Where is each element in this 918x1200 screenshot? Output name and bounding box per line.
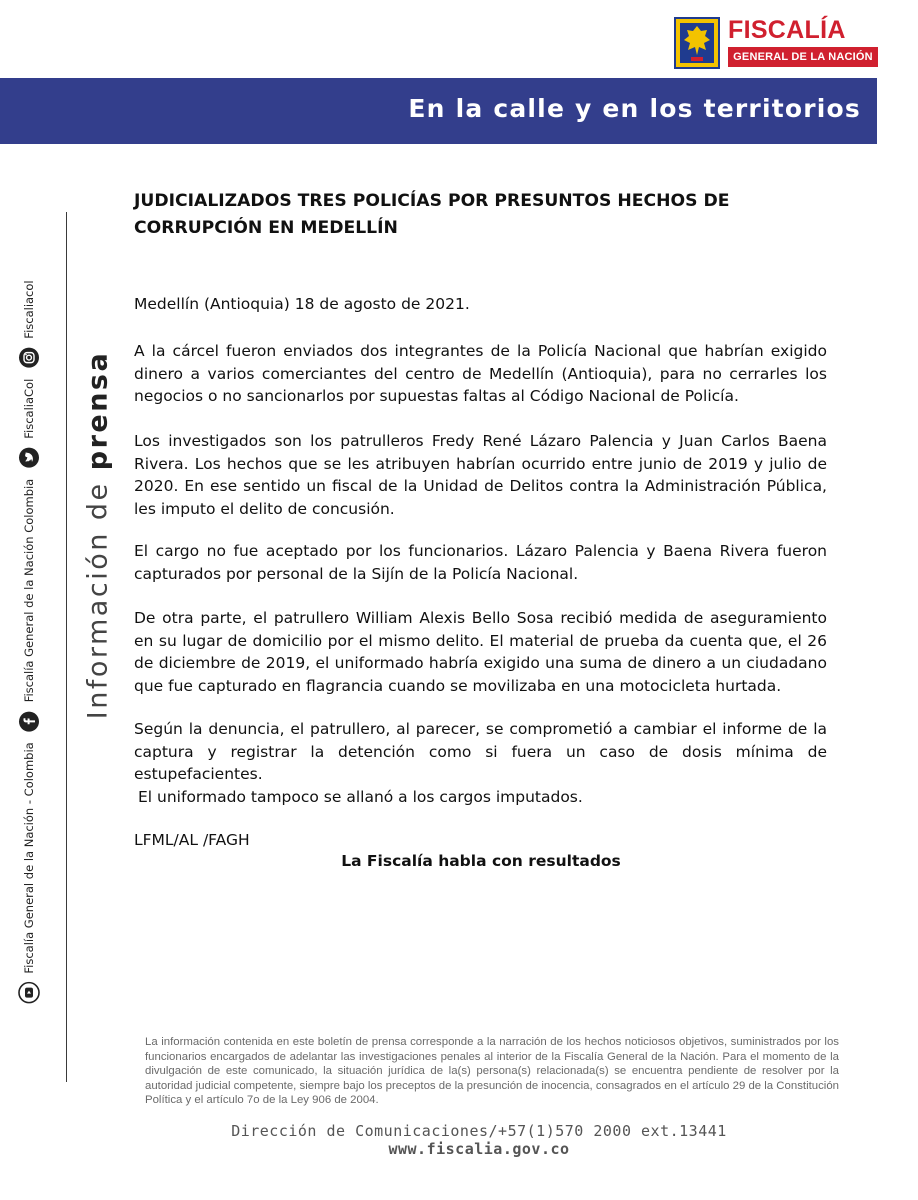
social-instagram-label[interactable]: Fiscaliacol <box>22 280 36 339</box>
instagram-icon[interactable] <box>18 347 40 369</box>
article-paragraph-6: El uniformado tampoco se allanó a los cargos imputados. <box>138 788 583 806</box>
footer-website-link[interactable]: www.fiscalia.gov.co <box>388 1140 570 1158</box>
social-youtube-label[interactable]: Fiscalía General de la Nación - Colombia <box>22 742 36 974</box>
closing-motto <box>0 850 918 872</box>
article-paragraph-5: Según la denuncia, el patrullero, al parecer, se comprometió a cambiar el informe de la captura y registrar la detención como si fuera un caso de dosis mínima de estupefacientes. <box>134 720 827 783</box>
social-links-strip <box>18 280 40 1013</box>
article-paragraph-3: El cargo no fue aceptado por los funcionarios. Lázaro Palencia y Baena Rivera fueron capturados por personal de la Sijín de la Policía Nacional. <box>134 542 827 583</box>
header-banner <box>0 78 877 144</box>
vertical-section-label <box>83 351 114 719</box>
logo-title: FISCALÍA <box>728 16 846 44</box>
article-paragraph-1: A la cárcel fueron enviados dos integrantes de la Policía Nacional que habrían exigido dinero a varios comerciantes del centro de Medellín (Antioquia), para no cerrarles los negocios o no sancionarlos por supuestas faltas al Código Nacional de Policía. <box>134 342 827 405</box>
social-facebook-label[interactable]: Fiscalía General de la Nación Colombia <box>22 478 36 703</box>
article-paragraph-4: De otra parte, el patrullero William Alexis Bello Sosa recibió medida de aseguramiento en su lugar de domicilio por el mismo delito. El material de prueba da cuenta que, el 26 de diciembre de 2019, el uniformado habría exigido una suma de dinero a un ciudadano que fue capturado en flagrancia cuando se movilizaba en una motocicleta hurtada. <box>134 609 827 695</box>
youtube-icon[interactable] <box>18 982 40 1004</box>
fiscalia-logo <box>674 17 884 69</box>
press-release-headline: JUDICIALIZADOS TRES POLICÍAS POR PRESUNTOS HECHOS DE CORRUPCIÓN EN MEDELLÍN <box>134 191 730 238</box>
article-paragraph-2: Los investigados son los patrulleros Fredy René Lázaro Palencia y Juan Carlos Baena Rivera. Los hechos que se les atribuyen habrían ocurrido entre junio de 2019 y julio de 2020. En ese sentido un fiscal de la Unidad de Delitos contra la Administración Pública, les imputo el delito de concusión. <box>134 432 827 518</box>
vertical-label-light: Información de <box>82 470 114 720</box>
facebook-icon[interactable] <box>18 710 40 732</box>
footer-contact: Dirección de Comunicaciones/+57(1)570 2000 ext.13441 <box>231 1122 727 1140</box>
logo-subtitle: GENERAL DE LA NACIÓN <box>728 47 878 67</box>
twitter-icon[interactable] <box>18 447 40 469</box>
author-initials: LFML/AL /FAGH <box>134 831 250 849</box>
sidebar-divider <box>66 212 67 1082</box>
fiscalia-shield-icon <box>674 17 720 69</box>
legal-disclaimer: La información contenida en este boletín de prensa corresponde a la narración de los hechos noticiosos objetivos, suministrados por los funcionarios encargados de adelantar las investigaciones penales al interior de la Fiscalía General de la Nación. Para el momento de la divulgación de este comunicado, la situación jurídica de la(s) persona(s) relacionada(s) se encuentra pendiente de resolver por la autoridad judicial competente, siempre bajo los preceptos de la presunción de inocencia, consagrados en el artículo 29 de la Constitución Política y el artículo 7o de la Ley 906 de 2004. <box>145 1036 839 1107</box>
vertical-label-bold: prensa <box>82 350 114 471</box>
dateline: Medellín (Antioquia) 18 de agosto de 2021. <box>134 295 470 313</box>
closing-motto-text: La Fiscalía habla con resultados <box>341 852 621 870</box>
banner-slogan: En la calle y en los territorios <box>408 94 861 123</box>
social-twitter-label[interactable]: FiscaliaCol <box>22 378 36 439</box>
